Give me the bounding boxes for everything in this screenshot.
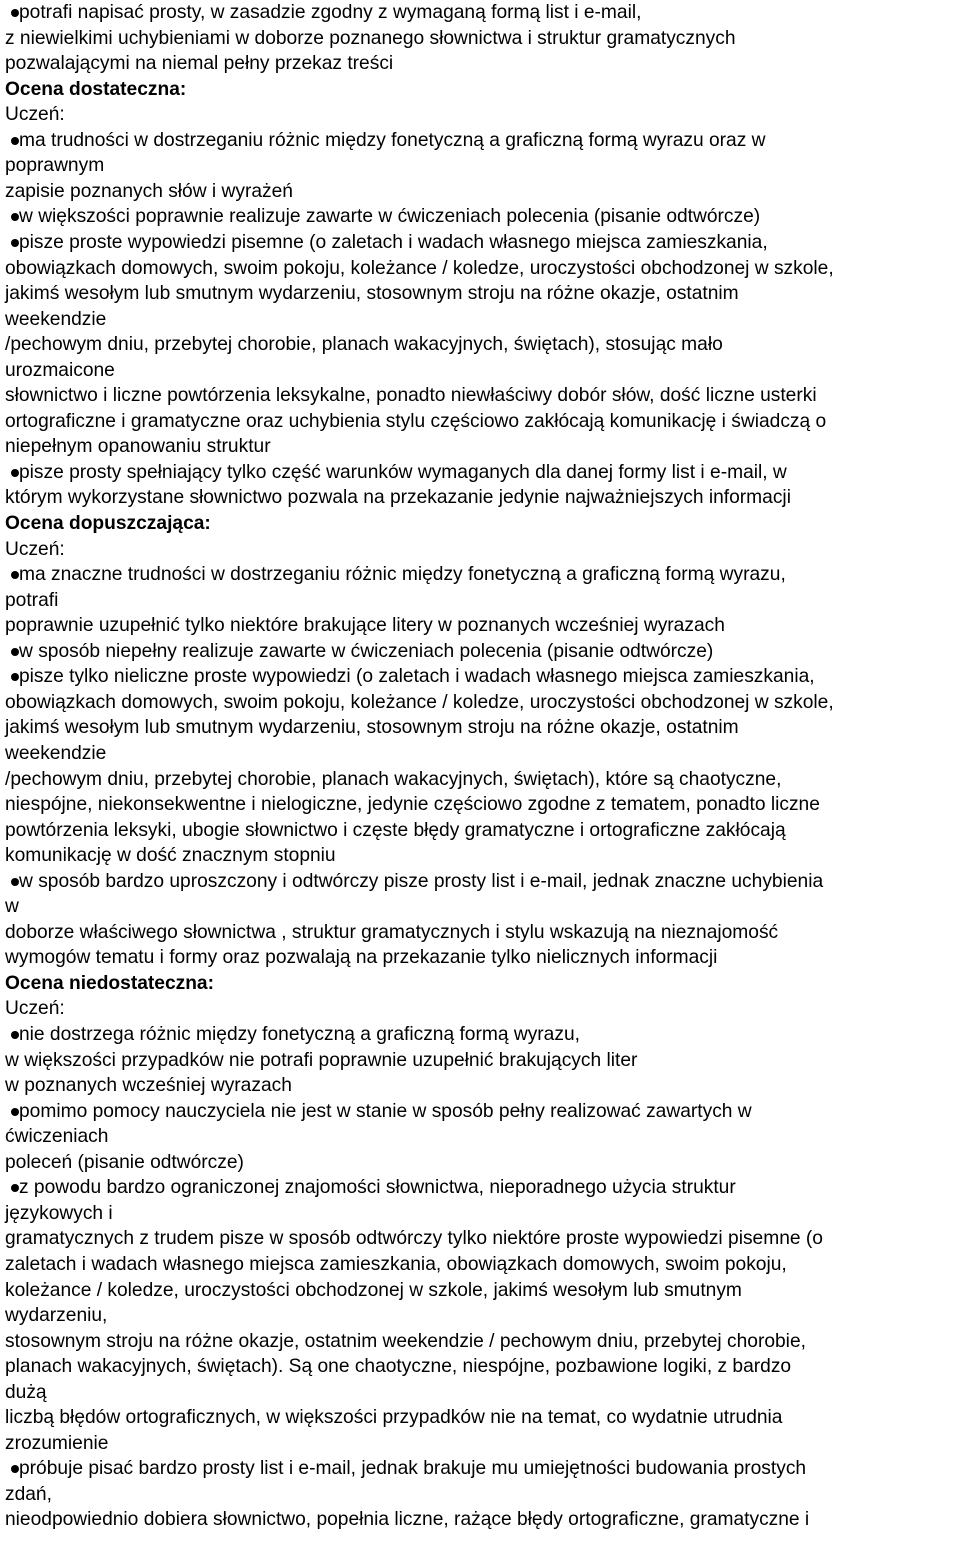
line-text: gramatycznych z trudem pisze w sposób odtwórczy tylko niektóre proste wypowiedzi pisemne (o bbox=[5, 1228, 823, 1250]
line-text: obowiązkach domowych, swoim pokoju, koleżance / koledze, uroczystości obchodzonej w szkole, bbox=[5, 691, 834, 713]
text-line bbox=[5, 537, 65, 562]
text-line bbox=[5, 434, 271, 459]
line-text: ortograficzne i gramatyczne oraz uchybienia stylu częściowo zakłócają komunikację i świadczą o bbox=[5, 410, 827, 432]
line-text: Uczeń: bbox=[5, 998, 65, 1020]
line-text: poprawnie uzupełnić tylko niektóre brakujące litery w poznanych wcześniej wyrazach bbox=[5, 615, 725, 637]
bullet-icon bbox=[11, 213, 19, 221]
text-line bbox=[5, 256, 834, 281]
text-line bbox=[5, 1150, 244, 1175]
line-text: Ocena dopuszczająca: bbox=[5, 513, 211, 534]
line-text: planach wakacyjnych, świętach). Są one chaotyczne, niespójne, pozbawione logiki, z bardzo bbox=[5, 1356, 792, 1378]
bullet-item bbox=[5, 1456, 806, 1481]
line-text: komunikację w dość znacznym stopniu bbox=[5, 845, 336, 867]
bullet-item bbox=[5, 1099, 752, 1124]
bullet-item bbox=[5, 460, 787, 485]
text-line bbox=[5, 767, 781, 792]
line-text: próbuje pisać bardzo prosty list i e-mail, jednak brakuje mu umiejętności budowania prostych bbox=[19, 1458, 807, 1480]
text-line bbox=[5, 485, 791, 510]
text-line bbox=[5, 1252, 787, 1277]
section-heading bbox=[5, 971, 214, 996]
line-text: wydarzeniu, bbox=[5, 1305, 108, 1327]
line-text: niepełnym opanowaniu struktur bbox=[5, 436, 271, 458]
line-text: z powodu bardzo ograniczonej znajomości słownictwa, nieporadnego użycia struktur bbox=[19, 1177, 736, 1199]
line-text: ma znaczne trudności w dostrzeganiu różnic między fonetyczną a graficzną formą wyrazu, bbox=[19, 564, 786, 586]
line-text: obowiązkach domowych, swoim pokoju, koleżance / koledze, uroczystości obchodzonej w szkole, bbox=[5, 257, 834, 279]
line-text: w sposób bardzo uproszczony i odtwórczy pisze prosty list i e-mail, jednak znaczne uchybienia bbox=[19, 870, 824, 892]
text-line bbox=[5, 26, 736, 51]
bullet-item bbox=[5, 562, 786, 587]
bullet-icon bbox=[11, 469, 19, 477]
bullet-item bbox=[5, 1022, 580, 1047]
text-line bbox=[5, 1380, 47, 1405]
bullet-icon bbox=[11, 878, 19, 886]
bullet-item bbox=[5, 664, 815, 689]
text-line bbox=[5, 945, 717, 970]
line-text: powtórzenia leksyki, ubogie słownictwo i częste błędy gramatyczne i ortograficzne zakłócają bbox=[5, 819, 786, 841]
line-text: potrafi napisać prosty, w zasadzie zgodny z wymaganą formą list i e-mail, bbox=[19, 2, 642, 23]
bullet-icon bbox=[11, 1184, 19, 1192]
bullet-item bbox=[5, 869, 823, 894]
line-text: Uczeń: bbox=[5, 538, 65, 560]
line-text: w poznanych wcześniej wyrazach bbox=[5, 1075, 292, 1097]
text-line bbox=[5, 281, 739, 306]
line-text: urozmaicone bbox=[5, 359, 115, 381]
line-text: weekendzie bbox=[5, 308, 107, 330]
line-text: poleceń (pisanie odtwórcze) bbox=[5, 1151, 244, 1173]
line-text: z niewielkimi uchybieniami w doborze poznanego słownictwa i struktur gramatycznych bbox=[5, 27, 736, 49]
bullet-icon bbox=[11, 137, 19, 145]
text-line bbox=[5, 1201, 113, 1226]
line-text: poprawnym bbox=[5, 155, 105, 177]
text-line bbox=[5, 588, 58, 613]
line-text: niespójne, niekonsekwentne i nielogiczne, jedynie częściowo zgodne z tematem, ponadto liczne bbox=[5, 794, 820, 816]
text-line bbox=[5, 1431, 108, 1456]
bullet-item bbox=[5, 639, 713, 664]
text-line bbox=[5, 332, 723, 357]
bullet-icon bbox=[11, 1108, 19, 1116]
text-line bbox=[5, 1226, 823, 1251]
text-line bbox=[5, 613, 725, 638]
text-line bbox=[5, 153, 104, 178]
line-text: Uczeń: bbox=[5, 104, 65, 126]
line-text: pozwalającymi na niemal pełny przekaz treści bbox=[5, 53, 394, 75]
text-line bbox=[5, 1278, 742, 1303]
text-line bbox=[5, 1073, 292, 1098]
text-line bbox=[5, 920, 778, 945]
text-line bbox=[5, 1482, 52, 1507]
line-text: weekendzie bbox=[5, 742, 107, 764]
line-text: stosownym stroju na różne okazje, ostatnim weekendzie / pechowym dniu, przebytej chorobie, bbox=[5, 1330, 806, 1352]
line-text: Ocena dostateczna: bbox=[5, 78, 187, 100]
line-text: nieodpowiednio dobiera słownictwo, popełnia liczne, rażące błędy ortograficzne, gramatyczne i bbox=[5, 1509, 810, 1531]
line-text: pisze prosty spełniający tylko część warunków wymaganych dla danej formy list i e-mail, w bbox=[19, 461, 787, 483]
text-line bbox=[5, 792, 820, 817]
text-line bbox=[5, 996, 65, 1021]
text-line bbox=[5, 179, 293, 204]
line-text: ma trudności w dostrzeganiu różnic między fonetyczną a graficzną formą wyrazu oraz w bbox=[19, 129, 766, 151]
bullet-icon bbox=[11, 1465, 19, 1473]
text-line bbox=[5, 1303, 107, 1328]
bullet-icon bbox=[11, 673, 19, 681]
line-text: jakimś wesołym lub smutnym wydarzeniu, stosownym stroju na różne okazje, ostatnim bbox=[5, 717, 739, 739]
bullet-item bbox=[5, 1175, 736, 1200]
line-text: koleżance / koledze, uroczystości obchodzonej w szkole, jakimś wesołym lub smutnym bbox=[5, 1279, 742, 1301]
section-heading bbox=[5, 511, 211, 536]
text-line bbox=[5, 1124, 108, 1149]
line-text: zaletach i wadach własnego miejsca zamieszkania, obowiązkach domowych, swoim pokoju, bbox=[5, 1253, 787, 1275]
text-line bbox=[5, 358, 115, 383]
line-text: doborze właściwego słownictwa , struktur gramatycznych i stylu wskazują na nieznajomość bbox=[5, 921, 779, 943]
text-line bbox=[5, 741, 106, 766]
line-text: pisze proste wypowiedzi pisemne (o zaletach i wadach własnego miejsca zamieszkania, bbox=[19, 231, 768, 253]
line-text: językowych i bbox=[5, 1202, 113, 1224]
text-line bbox=[5, 102, 65, 127]
line-text: w bbox=[5, 896, 19, 918]
bullet-icon bbox=[11, 571, 19, 579]
line-text: którym wykorzystane słownictwo pozwala na przekazanie jedynie najważniejszych informacji bbox=[5, 487, 791, 509]
line-text: /pechowym dniu, przebytej chorobie, planach wakacyjnych, świętach), stosując mało bbox=[5, 334, 723, 356]
text-line bbox=[5, 409, 826, 434]
line-text: dużą bbox=[5, 1381, 47, 1403]
text-line bbox=[5, 818, 786, 843]
text-line bbox=[5, 1329, 806, 1354]
line-text: pisze tylko nieliczne proste wypowiedzi (o zaletach i wadach własnego miejsca zamieszkania, bbox=[19, 666, 815, 688]
text-line bbox=[5, 1048, 637, 1073]
line-text: pomimo pomocy nauczyciela nie jest w stanie w sposób pełny realizować zawartych w bbox=[19, 1100, 752, 1122]
line-text: jakimś wesołym lub smutnym wydarzeniu, stosownym stroju na różne okazje, ostatnim bbox=[5, 283, 739, 305]
bullet-icon bbox=[11, 9, 19, 17]
bullet-item bbox=[5, 204, 760, 229]
text-line bbox=[5, 51, 393, 76]
text-line bbox=[5, 383, 817, 408]
bullet-icon bbox=[11, 648, 19, 656]
bullet-icon bbox=[11, 1031, 19, 1039]
line-text: zapisie poznanych słów i wyrażeń bbox=[5, 180, 293, 202]
line-text: potrafi bbox=[5, 589, 59, 611]
line-text: zdań, bbox=[5, 1483, 52, 1505]
bullet-item bbox=[5, 230, 768, 255]
bullet-icon bbox=[11, 239, 19, 247]
line-text: ćwiczeniach bbox=[5, 1126, 109, 1148]
line-text: zrozumienie bbox=[5, 1432, 109, 1454]
line-text: nie dostrzega różnic między fonetyczną a graficzną formą wyrazu, bbox=[19, 1024, 580, 1045]
text-line bbox=[5, 715, 739, 740]
section-heading bbox=[5, 77, 186, 102]
line-text: słownictwo i liczne powtórzenia leksykalne, ponadto niewłaściwy dobór słów, dość liczne usterki bbox=[5, 385, 817, 407]
line-text: /pechowym dniu, przebytej chorobie, planach wakacyjnych, świętach), które są chaotyczne, bbox=[5, 768, 782, 790]
bullet-item bbox=[5, 0, 641, 25]
text-line bbox=[5, 690, 834, 715]
text-line bbox=[5, 1354, 791, 1379]
text-line bbox=[5, 1405, 782, 1430]
line-text: liczbą błędów ortograficznych, w większości przypadków nie na temat, co wydatnie utrudnia bbox=[5, 1407, 783, 1429]
text-line bbox=[5, 843, 336, 868]
line-text: wymogów tematu i formy oraz pozwalają na przekazanie tylko nielicznych informacji bbox=[5, 947, 718, 969]
text-line bbox=[5, 307, 106, 332]
line-text: w większości przypadków nie potrafi poprawnie uzupełnić brakujących liter bbox=[5, 1049, 638, 1071]
line-text: Ocena niedostateczna: bbox=[5, 972, 214, 994]
text-line bbox=[5, 1507, 809, 1532]
bullet-item bbox=[5, 128, 766, 153]
text-line bbox=[5, 894, 19, 919]
line-text: w większości poprawnie realizuje zawarte w ćwiczeniach polecenia (pisanie odtwórcze) bbox=[19, 206, 761, 228]
line-text: w sposób niepełny realizuje zawarte w ćwiczeniach polecenia (pisanie odtwórcze) bbox=[19, 640, 714, 662]
